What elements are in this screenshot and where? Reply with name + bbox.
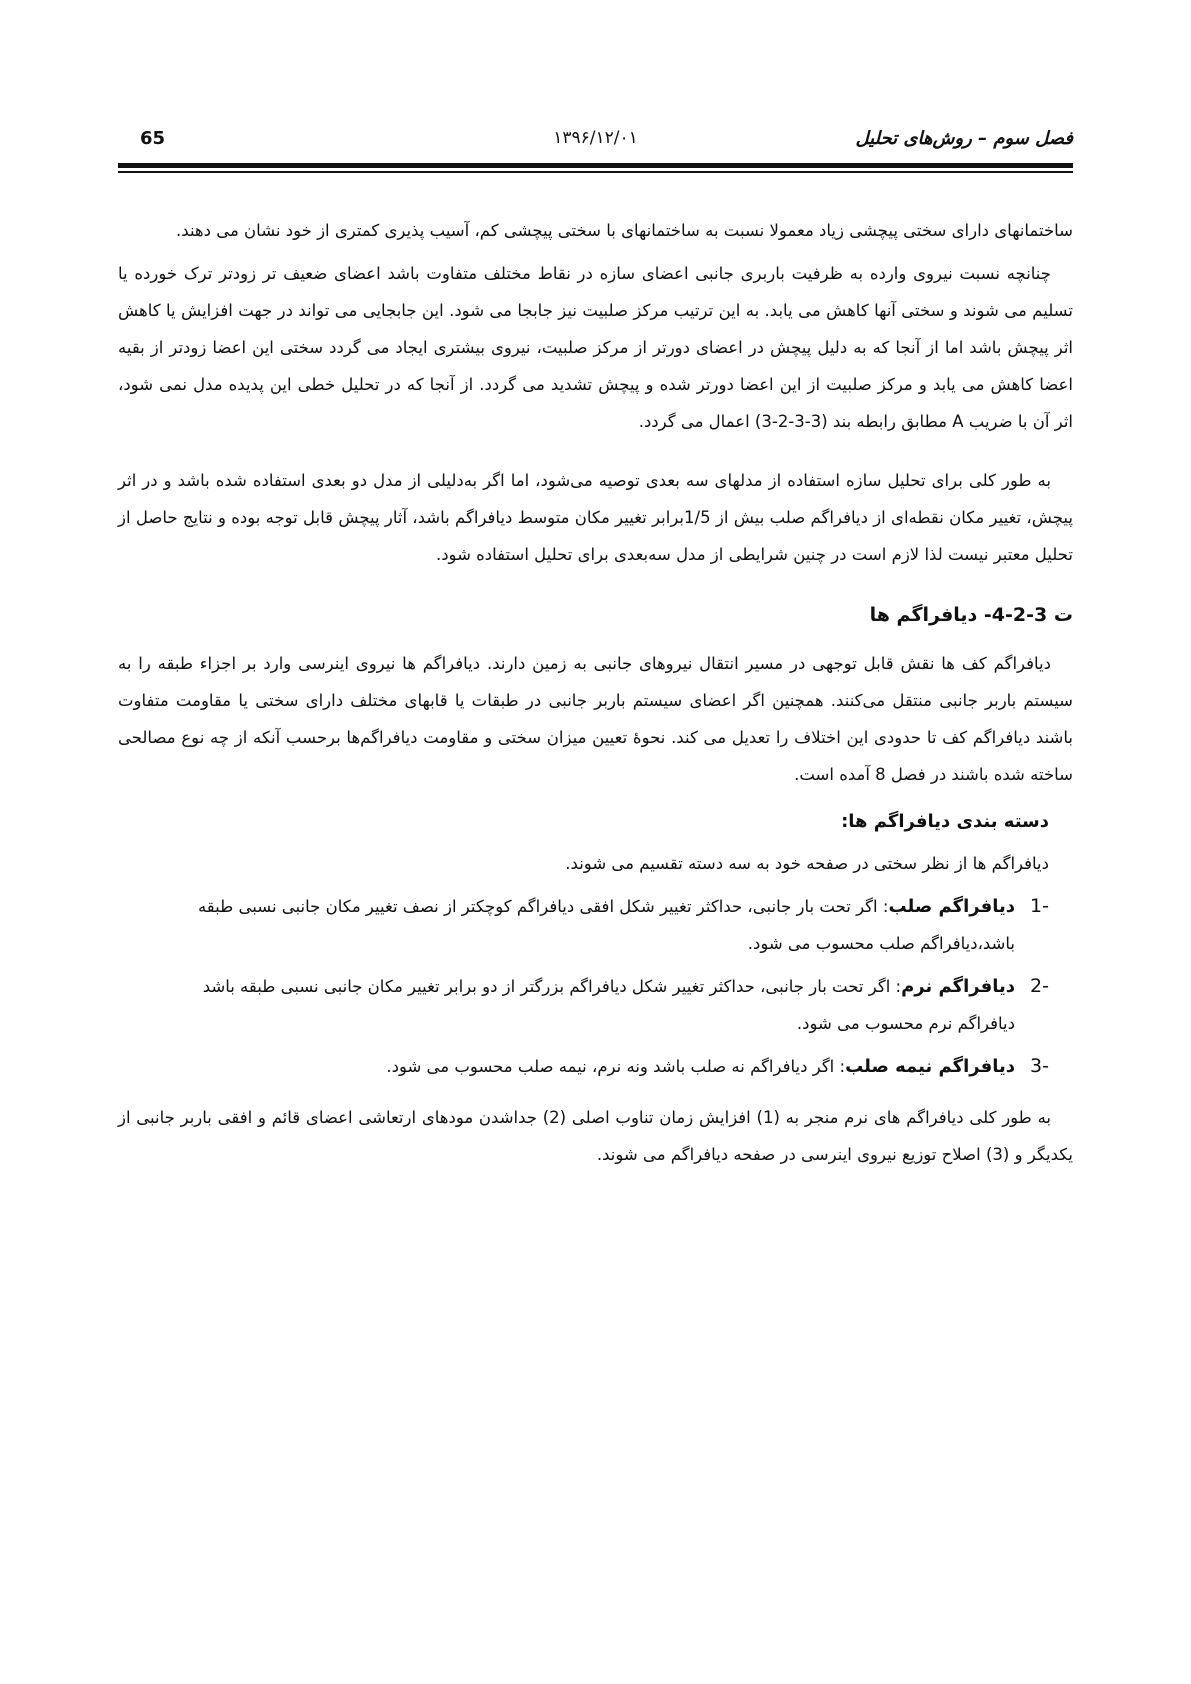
- term-flexible-diaphragm: دیافراگم نرم: [901, 976, 1015, 997]
- paragraph-diaphragm-role: دیافراگم کف ها نقش قابل توجهی در مسیر انتقال نیروهای جانبی به زمین دارند. دیافراگم ها نیروی اینرسی وارد بر اجزاء طبقه را به سیستم باربر جانبی منتقل می‌کنند. همچنین اگر اعضای سیستم باربر جانبی در طبقات یا قابهای مختلف دارای سختی یا مقاومت متفاوت باشند دیافراگم کف تا حدودی این اختلاف را تعدیل می کند. نحوهٔ تعیین میزان سختی و مقاومت دیافراگم‌ها برحسب آنکه از چه نوع مصالحی ساخته شده باشند در فصل 8 آمده است.: [118, 654, 1073, 784]
- list-item-flexible: [118, 968, 1049, 1042]
- definition-continuation: دیافراگم نرم محسوب می شود.: [796, 1014, 1015, 1033]
- definition-continuation: باشد،دیافراگم صلب محسوب می شود.: [747, 934, 1015, 953]
- page-header: [118, 128, 1073, 162]
- body-text: [118, 212, 1073, 1173]
- list-number: -3: [1030, 1055, 1049, 1077]
- paragraph-classification-intro: دیافراگم ها از نظر سختی در صفحه خود به سه دسته تقسیم می شوند.: [565, 854, 1049, 873]
- header-rule-thin: [118, 171, 1073, 173]
- list-item-semi-rigid: [118, 1048, 1049, 1085]
- definition-text: : اگر دیافراگم نه صلب باشد ونه نرم، نیمه صلب محسوب می شود.: [386, 1057, 846, 1076]
- header-date: ۱۳۹۶/۱۲/۰۱: [553, 128, 638, 148]
- definition-text: : اگر تحت بار جانبی، حداکثر تغییر شکل دیافراگم بزرگتر از دو برابر تغییر مکان جانبی نسبی طبقه باشد: [202, 977, 902, 996]
- paragraph-center-of-rigidity: چنانچه نسبت نیروی وارده به ظرفیت باربری جانبی اعضای سازه در نقاط مختلف متفاوت باشد اعضای ضعیف تر زودتر ترک خورده یا تسلیم می شوند و سختی آنها کاهش می یابد. به این ترتیب مرکز صلبیت نیز جابجا می شود. این جابجایی می تواند در جهت افزایش یا کاهش اثر پیچش باشد اما از آنجا که به دلیل پیچش در اعضای دورتر از مرکز صلبیت، نیروی بیشتری ایجاد می گردد سختی این اعضا زودتر از بقیه اعضا کاهش می یابد و مرکز صلبیت از این اعضا دورتر شده و پیچش تشدید می گردد. از آنجا که در تحلیل خطی این پدیده مدل نمی شود، اثر آن با ضریب A مطابق رابطه بند (3-3-2-3) اعمال می گردد.: [118, 264, 1073, 431]
- section-heading-diaphragms: ت 3-2-4- دیافراگم ها: [869, 604, 1073, 626]
- header-rule-thick: [118, 163, 1073, 168]
- chapter-title: فصل سوم – روش‌های تحلیل: [855, 128, 1073, 149]
- term-rigid-diaphragm: دیافراگم صلب: [888, 896, 1015, 917]
- paragraph-torsional-stiffness: ساختمانهای دارای سختی پیچشی زیاد معمولا نسبت به ساختمانهای با سختی پیچشی کم، آسیب پذیری کمتری از خود نشان می دهند.: [176, 221, 1073, 240]
- term-semi-rigid-diaphragm: دیافراگم نیمه صلب: [845, 1056, 1015, 1077]
- definition-text: : اگر تحت بار جانبی، حداکثر تغییر شکل افقی دیافراگم کوچکتر از نصف تغییر مکان جانبی نسبی طبقه: [197, 897, 889, 916]
- list-number: -2: [1030, 975, 1049, 997]
- page-number: 65: [140, 128, 166, 149]
- paragraph-flexible-effects: به طور کلی دیافراگم های نرم منجر به (1) افزایش زمان تناوب اصلی (2) جداشدن مودهای ارتعاشی اعضای قائم و افقی باربر جانبی از یکدیگر و (3) اصلاح توزیع نیروی اینرسی در صفحه دیافراگم می شوند.: [118, 1108, 1073, 1164]
- diaphragm-type-list: [118, 888, 1049, 1085]
- list-item-rigid: [118, 888, 1049, 962]
- paragraph-3d-models: به طور کلی برای تحلیل سازه استفاده از مدلهای سه بعدی توصیه می‌شود، اما اگر به‌دلیلی از مدل دو بعدی استفاده شده باشد و در اثر پیچش، تغییر مکان نقطه‌ای از دیافراگم صلب بیش از 1/5برابر تغییر مکان متوسط دیافراگم باشد، آثار پیچش قابل توجه بوده و نتایج حاصل از تحلیل معتبر نیست لذا لازم است در چنین شرایطی از مدل سه‌بعدی برای تحلیل استفاده شود.: [118, 471, 1073, 564]
- subheading-diaphragm-classification: دسته بندی دیافراگم ها:: [841, 811, 1049, 832]
- list-number: -1: [1030, 895, 1049, 917]
